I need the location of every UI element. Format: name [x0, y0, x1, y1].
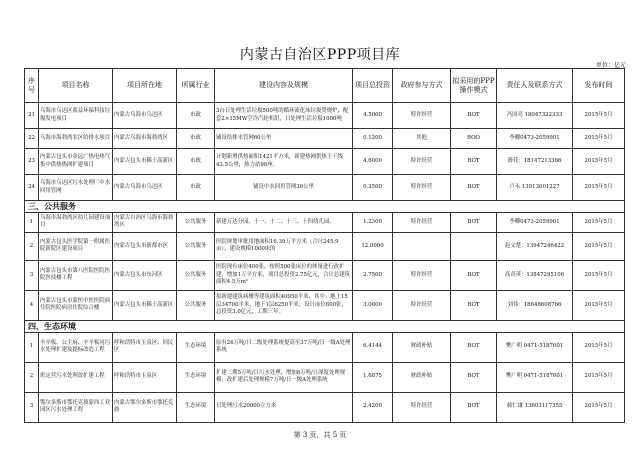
cell-no: 22: [25, 129, 39, 149]
cell-investment: 4.6000: [353, 149, 393, 175]
cell-industry: 公共服务: [177, 290, 215, 320]
cell-no: 1: [25, 332, 39, 362]
cell-date: 2015年5月: [573, 175, 625, 201]
cell-name: 内蒙古包头市金远广热电热气集中供热热网扩建项目: [39, 149, 113, 175]
cell-date: 2015年5月: [573, 392, 625, 422]
cell-content: 医院现有床位400张，按照500张床位的体量进行改扩建，增加1万平方米，项目总投资2.75亿元，合计总建筑面积4.5万m²: [215, 260, 353, 290]
cell-date: 2015年5月: [573, 232, 625, 260]
cell-investment: 12.0000: [353, 232, 393, 260]
cell-mode: BOT: [451, 362, 497, 392]
header-cell: 发布时间: [573, 69, 625, 103]
cell-name: 辛辛板、公主府、辛辛板河污水处理扩建及提标改造工程: [39, 332, 113, 362]
table-row: [25, 149, 625, 175]
cell-gov: 特许经营: [393, 149, 451, 175]
cell-contact: 李卿0473-2059901: [497, 129, 573, 149]
header-cell: 项目名称: [39, 69, 113, 103]
header-row: [25, 69, 625, 103]
cell-content: 铺设给排水管网60公里: [215, 129, 353, 149]
cell-date: 2015年5月: [573, 290, 625, 320]
header-cell: 拟采用的PPP操作模式: [451, 69, 497, 103]
cell-no: 4: [25, 290, 39, 320]
cell-mode: BOT: [451, 103, 497, 129]
cell-content: 铺设中水回用管网30公里: [215, 175, 353, 201]
cell-investment: 4.5000: [353, 103, 393, 129]
cell-investment: 0.1200: [353, 129, 393, 149]
cell-name: 乌海市乌达区蓝益环保科技垃圾发电项目: [39, 103, 113, 129]
cell-contact: 郝仁谦 13603117355: [497, 392, 573, 422]
cell-date: 2015年5月: [573, 149, 625, 175]
cell-contact: 高奇英：13847295106: [497, 260, 573, 290]
table-row: [25, 260, 625, 290]
header-cell: 序号: [25, 69, 39, 103]
section-heading-eco: 四、生态环境: [25, 320, 625, 332]
cell-date: 2015年5月: [573, 103, 625, 129]
cell-location: 内蒙古自治区乌海市海勃湾区: [113, 212, 177, 232]
table-row: [25, 232, 625, 260]
cell-location: 内蒙古包头市稀土高新区: [113, 149, 177, 175]
cell-investment: 1.2300: [353, 212, 393, 232]
cell-location: 呼和浩特市玉泉区、回民区: [113, 332, 177, 362]
cell-name: 内蒙古包头医学院第一附属医院新院区建设项目: [39, 232, 113, 260]
table-row: [25, 290, 625, 320]
cell-gov: 特许经营: [393, 260, 451, 290]
cell-contact: 樊广明 0471-5187601: [497, 362, 573, 392]
cell-no: 2: [25, 232, 39, 260]
cell-name: 鄂尔多斯市鄂托克旗蒙西工业园区污水处理工程: [39, 392, 113, 422]
cell-investment: 0.3500: [353, 175, 393, 201]
cell-content: 计划新增供热面积1421平方米，新建热网供热主干线43.5公里，热力站98座。: [215, 149, 353, 175]
cell-industry: 生态环境: [177, 332, 215, 362]
cell-mode: BOT: [451, 212, 497, 232]
cell-name: 乌海市乌达区污水处理厂中水回用管网: [39, 175, 113, 201]
cell-content: 拟新建建筑病楼等建筑面积40950平米，其中：地上15层34700平米，地下1层6250平米，设计床位600张，总投资3.0亿元，工期三年。: [215, 290, 353, 320]
cell-no: 2: [25, 362, 39, 392]
cell-no: 23: [25, 149, 39, 175]
cell-gov: 财政补贴: [393, 332, 451, 362]
cell-mode: BOT: [451, 175, 497, 201]
cell-content: 原有26万吨/日二级处理系统提高至37万吨/日一级A处理系统: [215, 332, 353, 362]
page-title: 内蒙古自治区PPP项目库: [239, 47, 401, 63]
cell-industry: 公共服务: [177, 232, 215, 260]
cell-content: 3台日处理生活垃圾500吨的循环流化床垃圾焚烧炉，配套2×15MW空冷汽轮机组，日处理生活垃圾1000吨: [215, 103, 353, 129]
cell-investment: 2.7500: [353, 260, 393, 290]
unit-label: 单位：亿元: [595, 62, 626, 69]
cell-location: 内蒙古包头市稀土高新区: [113, 290, 177, 320]
cell-investment: 3.0000: [353, 290, 393, 320]
cell-contact: 冯国亮 18047322333: [497, 103, 573, 129]
cell-mode: BOT: [451, 149, 497, 175]
cell-name: 内蒙古包头市第八医院医院医院医技楼工程: [39, 260, 113, 290]
cell-contact: 赵文楚：13947246422: [497, 232, 573, 260]
table-row: [25, 212, 625, 232]
table-row: [25, 332, 625, 362]
cell-investment: 1.6875: [353, 362, 393, 392]
cell-contact: 刘伟：18648608766: [497, 290, 573, 320]
section-row: [25, 320, 625, 332]
cell-gov: [393, 232, 451, 260]
cell-industry: 公共服务: [177, 260, 215, 290]
page-footer: 第 3 页，共 5 页: [293, 431, 347, 439]
header-cell: 项目总投资: [353, 69, 393, 103]
cell-content: 新建万达分园、十一、十二、十三、十四幼儿园。: [215, 212, 353, 232]
cell-gov: 其他: [393, 129, 451, 149]
cell-date: 2015年5月: [573, 332, 625, 362]
cell-mode: BOT: [451, 260, 497, 290]
cell-no: 3: [25, 260, 39, 290]
cell-mode: BOT: [451, 392, 497, 422]
cell-industry: 市政: [177, 149, 215, 175]
cell-content: 医院规划审批用地面积16.39万平方米（合计245.9亩），建设规模1000床的: [215, 232, 353, 260]
table-row: [25, 103, 625, 129]
header-cell: 责任人及联系方式: [497, 69, 573, 103]
cell-location: 内蒙古包头市东河区: [113, 260, 177, 290]
header-cell: 项目所在地: [113, 69, 177, 103]
cell-no: 3: [25, 392, 39, 422]
cell-date: 2015年5月: [573, 362, 625, 392]
cell-name: 班定营污水处理改扩建工程: [39, 362, 113, 392]
cell-date: 2015年5月: [573, 129, 625, 149]
cell-gov: 财政补贴: [393, 362, 451, 392]
cell-contact: 李卿0473-2059901: [497, 212, 573, 232]
header-cell: 政府参与方式: [393, 69, 451, 103]
cell-mode: BOT: [451, 290, 497, 320]
cell-content: 扩建二期5万吨/日污水处理，增加8万吨/日深度处理规模；改扩建后处理规模7万吨/日一级A处理系统: [215, 362, 353, 392]
cell-mode: BOT: [451, 332, 497, 362]
cell-industry: 生态环境: [177, 392, 215, 422]
section-heading-public: 三、公共服务: [25, 201, 625, 213]
cell-no: 21: [25, 103, 39, 129]
table-row: [25, 392, 625, 422]
cell-no: 1: [25, 212, 39, 232]
table-row: [25, 362, 625, 392]
cell-industry: 市政: [177, 175, 215, 201]
cell-gov: 特许经营: [393, 103, 451, 129]
cell-industry: 公共服务: [177, 212, 215, 232]
cell-gov: 特许经营: [393, 212, 451, 232]
cell-location: 内蒙古包头市新都市区: [113, 232, 177, 260]
cell-industry: 市政: [177, 129, 215, 149]
cell-investment: 6.4144: [353, 332, 393, 362]
cell-contact: 薄佳：18147213366: [497, 149, 573, 175]
cell-gov: 特许经营: [393, 290, 451, 320]
cell-date: 2015年5月: [573, 260, 625, 290]
cell-content: 日处理污水20000立方米: [215, 392, 353, 422]
cell-gov: 特许经营: [393, 392, 451, 422]
cell-date: 2015年5月: [573, 212, 625, 232]
cell-location: 内蒙古乌海市海勃湾区: [113, 129, 177, 149]
section-row: [25, 201, 625, 213]
cell-location: 内蒙古乌海市乌达区: [113, 103, 177, 129]
cell-location: 内蒙古鄂尔多斯市鄂托克旗: [113, 392, 177, 422]
project-table: [24, 68, 625, 423]
table-row: [25, 129, 625, 149]
cell-mode: BOO: [451, 129, 497, 149]
cell-industry: 生态环境: [177, 362, 215, 392]
cell-mode: [451, 232, 497, 260]
cell-name: 乌海市海勃湾区幼儿园建设项目: [39, 212, 113, 232]
cell-contact: 樊广明 0471-5187601: [497, 332, 573, 362]
header-cell: 建设内容及规模: [215, 69, 353, 103]
cell-investment: 2.4200: [353, 392, 393, 422]
cell-contact: 卢永 13913001227: [497, 175, 573, 201]
cell-gov: 特许经营: [393, 175, 451, 201]
header-cell: 所属行业: [177, 69, 215, 103]
cell-no: 24: [25, 175, 39, 201]
table-row: [25, 175, 625, 201]
cell-location: 呼和浩特市玉泉区: [113, 362, 177, 392]
cell-location: 内蒙古乌海市乌达区: [113, 175, 177, 201]
cell-name: 内蒙古包头市蒙医中医医院病住院医院病房住院综合楼: [39, 290, 113, 320]
cell-industry: 市政: [177, 103, 215, 129]
cell-name: 乌海市海勃湾农区给排水项目: [39, 129, 113, 149]
